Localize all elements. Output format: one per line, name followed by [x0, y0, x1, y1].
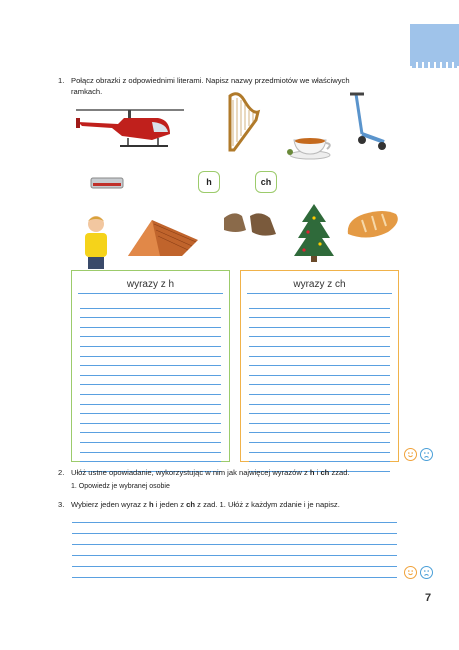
task-instruction: Wybierz jeden wyraz z h i jeden z ch z zad. 1. Ułóż z każdym zdanie i je napisz.: [71, 500, 340, 509]
task-number: 1.: [58, 76, 65, 85]
bread-image[interactable]: [344, 206, 400, 240]
page-corner-tab: [410, 24, 459, 66]
task-2: [58, 468, 408, 492]
christmas-tree-image[interactable]: [294, 202, 334, 264]
task-instruction-line2: ramkach.: [71, 87, 103, 96]
sad-face-icon[interactable]: [420, 566, 433, 579]
happy-face-icon[interactable]: [404, 566, 417, 579]
writing-lines[interactable]: [249, 299, 390, 472]
task-subinstruction: 1. Opowiedz je wybranej osobie: [71, 483, 170, 490]
happy-face-icon[interactable]: [404, 448, 417, 461]
helicopter-image[interactable]: [72, 104, 190, 156]
frame-words-ch[interactable]: [240, 270, 399, 462]
task-number: 2.: [58, 468, 65, 477]
harp-image[interactable]: [224, 90, 262, 154]
task-instruction: Ułóż ustne opowiadanie, wykorzystując w nim jak najwięcej wyrazów z h i ch zzad.: [71, 468, 350, 477]
letter-box-h[interactable]: h: [198, 171, 220, 193]
scooter-image[interactable]: [348, 90, 388, 152]
writing-lines[interactable]: [80, 299, 221, 472]
tea-cup-image[interactable]: [286, 134, 334, 160]
frame-title-ch: wyrazy z ch: [293, 279, 346, 290]
task-3: [58, 500, 408, 512]
frame-title-underline: [247, 293, 392, 294]
page-corner-tab-edge: [412, 62, 457, 68]
letter-box-ch[interactable]: ch: [255, 171, 277, 193]
frame-title-h: wyrazy z h: [126, 279, 175, 290]
tent-image[interactable]: [126, 216, 200, 258]
harmonica-image[interactable]: [90, 175, 124, 191]
shoes-image[interactable]: [220, 208, 280, 240]
frame-words-h[interactable]: [71, 270, 230, 462]
task-number: 3.: [58, 500, 65, 509]
task-instruction-line1: Połącz obrazki z odpowiednimi literami. Napisz nazwy przedmiotów we właściwych: [71, 76, 350, 85]
boy-image[interactable]: [80, 212, 112, 270]
frame-title-underline: [78, 293, 223, 294]
sad-face-icon[interactable]: [420, 448, 433, 461]
page-number: 7: [425, 592, 432, 604]
answer-lines[interactable]: [72, 512, 397, 578]
